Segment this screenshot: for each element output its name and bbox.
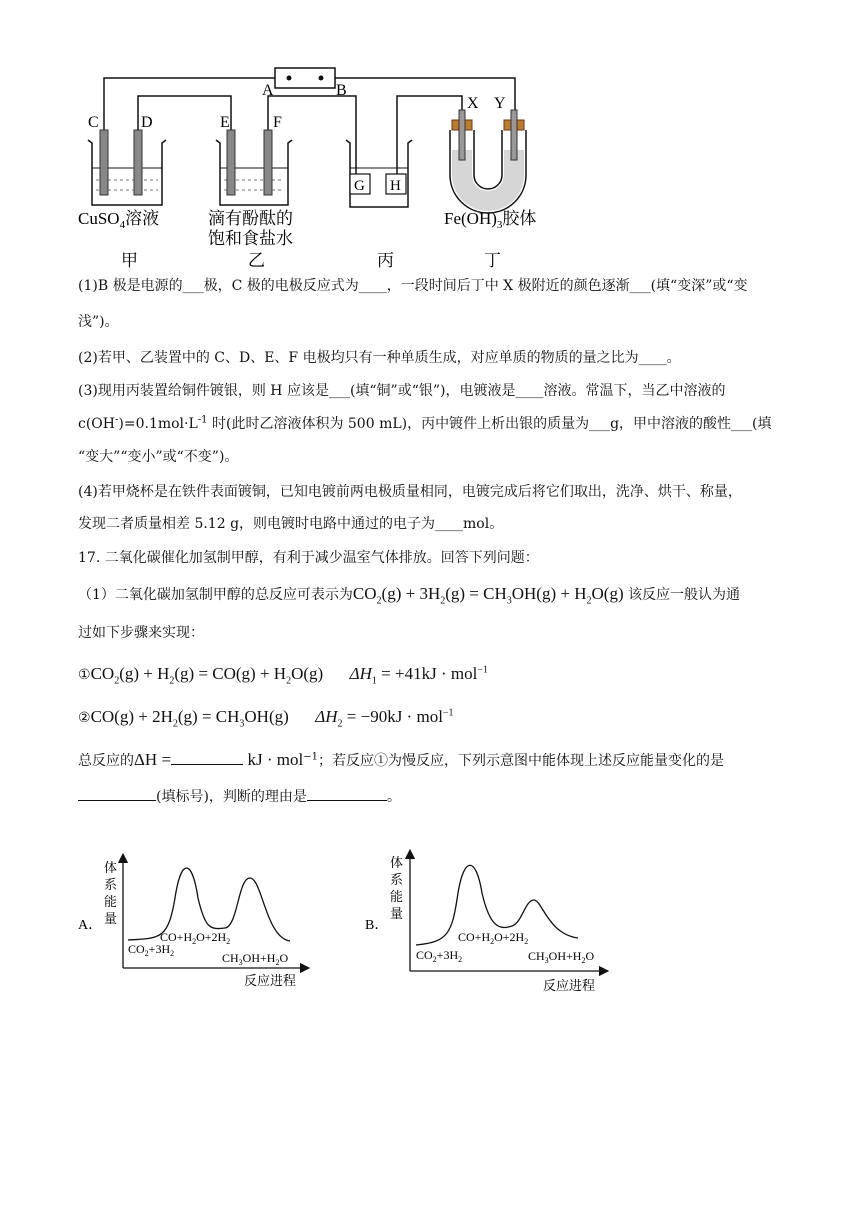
q17-question-line1: 总反应的ΔH = kJ · mol$^{-1}$；若反应①为慢反应，下列示意图中能体现上述反应能量变化的是 (78, 750, 724, 769)
q16-part1-line1: (1)B 极是电源的___极，C 极的电极反应式为____，一段时间后丁中 X 极附近的颜色逐渐___(填“变深”或“变 (78, 278, 748, 294)
electrode-y (511, 110, 517, 160)
y-axis-a-2: 系 (104, 877, 118, 892)
electrode-label-h: H (390, 178, 401, 194)
reactants-b: $CO_2+3H_2$ (416, 948, 463, 964)
y-axis-a-1: 体 (104, 860, 118, 875)
diagram-b (365, 854, 604, 993)
source-label-a: A (262, 82, 274, 99)
label-bing: 丙 (377, 251, 394, 270)
products-a: $CH_3OH+H_2O$ (222, 951, 289, 967)
electrode-f (264, 130, 272, 195)
total-reaction-equation: $CO_2(g) + 3H_2(g) = CH_3OH(g) + H_2O(g)$ (352, 584, 624, 607)
electrode-d (134, 130, 142, 195)
q17-step2: ②CO(g) + $2H_2(g) = CH_3OH(g) \Delta H_2 = -90kJ \cdot mol^{-1}$ (78, 707, 454, 730)
beaker-yi (216, 130, 292, 205)
electrode-label-f: F (273, 114, 282, 131)
q17-step1: $①CO_2(g) + H_2(g) = CO(g) + H_2O(g) \Delta H_1 = +41kJ \cdot mol^{-1}$ (78, 664, 488, 687)
power-source (275, 68, 335, 88)
beaker-jia (88, 130, 166, 205)
y-axis-a-4: 量 (104, 911, 118, 926)
electrode-e (227, 130, 235, 195)
y-axis-b-1: 体 (390, 855, 404, 870)
electrolysis-apparatus (0, 0, 860, 272)
products-b: $CH_3OH+H_2O$ (528, 949, 595, 965)
answer-blank-dh (171, 750, 243, 765)
electrode-label-d: D (141, 114, 153, 131)
electrode-label-x: X (467, 95, 479, 112)
label-ding: 丁 (484, 251, 501, 270)
label-jia: 甲 (121, 251, 138, 270)
energy-diagrams (0, 838, 860, 1008)
q16-part4-line2: 发现二者质量相差 5.12 g，则电镀时电路中通过的电子为____mol。 (78, 516, 504, 532)
electrode-c (100, 130, 108, 195)
electrode-x (459, 110, 465, 160)
x-axis-b: 反应进程 (543, 978, 596, 993)
caption-yi-solution-1: 滴有酚酞的 (208, 209, 293, 228)
caption-jia-solution: CuSO$_4$溶液 (78, 209, 160, 231)
intermediate-b: $CO+H_2O+2H_2$ (458, 930, 529, 946)
y-axis-b-2: 系 (390, 872, 404, 887)
option-b-label: B． (365, 918, 389, 933)
q16-part3-line2: $c(OH^-)=0.1mol\cdot L^{-1}$ 时(此时乙溶液体积为 500 mL)，丙中镀件上析出银的质量为___g，甲中溶液的酸性___(填 (78, 414, 772, 432)
q16-part3-line3: “变大”“变小”或“不变”)。 (78, 449, 239, 465)
electrode-label-e: E (220, 114, 230, 131)
q16-part1-line2: 浅”)。 (78, 314, 119, 330)
q16-part3-line1: (3)现用丙装置给铜件镀银，则 H 应该是___(填“铜”或“银”)，电镀液是____溶液。常温下，当乙中溶液的 (78, 383, 726, 399)
reactants-a: $CO_2+3H_2$ (128, 942, 175, 958)
q16-part4-line1: (4)若甲烧杯是在铁件表面镀铜，已知电镀前两电极质量相同，电镀完成后将它们取出，洗净、烘干、称量， (78, 484, 742, 500)
y-axis-a-3: 能 (104, 894, 118, 909)
label-yi: 乙 (248, 251, 265, 270)
q16-part2: (2)若甲、乙装置中的 C、D、E、F 电极均只有一种单质生成，对应单质的物质的量之比为____。 (78, 350, 681, 366)
y-axis-b-3: 能 (390, 889, 404, 904)
electrode-label-g: G (354, 178, 365, 194)
x-axis-a: 反应进程 (244, 973, 297, 988)
q17-question-line2: (填标号)，判断的理由是 。 (78, 786, 401, 807)
answer-blank-reason (307, 786, 387, 801)
electrode-label-c: C (88, 114, 99, 131)
source-label-b: B (336, 82, 347, 99)
caption-yi-solution-2: 饱和食盐水 (208, 229, 293, 248)
option-a-label: A． (78, 918, 103, 933)
y-axis-b-4: 量 (390, 906, 404, 921)
diagram-a (78, 858, 305, 988)
q17-part1-line1: （1）二氧化碳加氢制甲醇的总反应可表示为$CO_2(g) + 3H_2(g) = CH_3OH(g) + H_2O(g)$ 该反应一般认为通 (78, 584, 741, 607)
electrode-label-y: Y (494, 95, 506, 112)
caption-ding-solution: $Fe(OH)_3$胶体 (444, 209, 537, 231)
answer-blank-option (78, 786, 156, 801)
intermediate-a: $CO+H_2O+2H_2$ (160, 930, 231, 946)
q17-heading: 17. 二氧化碳催化加氢制甲醇，有利于减少温室气体排放。回答下列问题： (78, 550, 539, 566)
u-tube-ding (450, 110, 526, 213)
q17-part1-line2: 过如下步骤来实现： (78, 625, 204, 641)
